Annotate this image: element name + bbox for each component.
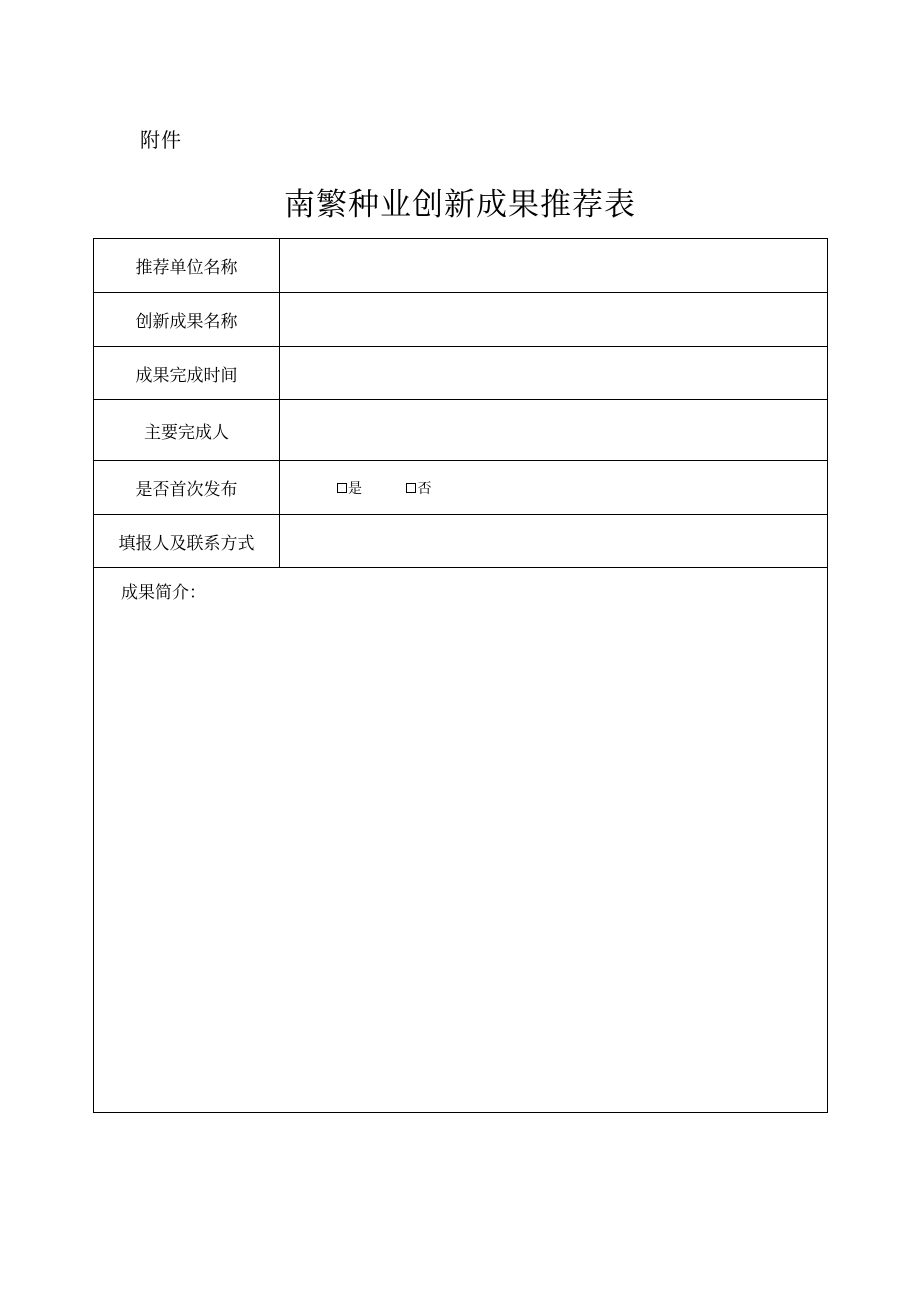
field-label-completion-time: 成果完成时间 <box>94 347 280 400</box>
form-row-first-release <box>94 461 828 515</box>
field-value-completion-time[interactable] <box>280 347 828 400</box>
option-no[interactable] <box>406 478 431 498</box>
field-value-contact[interactable] <box>280 515 828 568</box>
form-title: 南繁种业创新成果推荐表 <box>284 187 636 223</box>
checkbox-icon[interactable] <box>406 483 416 493</box>
form-row-achievement-name <box>94 293 828 347</box>
field-label-achievement-name: 创新成果名称 <box>94 293 280 347</box>
checkbox-icon[interactable] <box>337 483 347 493</box>
field-value-achievement-name[interactable] <box>280 293 828 347</box>
field-value-first-release <box>280 461 828 515</box>
field-label-contact: 填报人及联系方式 <box>94 515 280 568</box>
form-row-summary <box>94 568 828 1113</box>
form-row-completion-time <box>94 347 828 400</box>
form-row-recommending-unit <box>94 239 828 293</box>
field-label-main-contributors: 主要完成人 <box>94 400 280 461</box>
form-row-contact <box>94 515 828 568</box>
attachment-label: 附件 <box>140 128 182 152</box>
first-release-choice-group <box>280 478 827 498</box>
form-row-main-contributors <box>94 400 828 461</box>
option-yes-label: 是 <box>348 480 362 497</box>
field-summary[interactable] <box>94 568 828 1113</box>
field-label-first-release: 是否首次发布 <box>94 461 280 515</box>
recommendation-form-table <box>93 238 828 1113</box>
field-label-summary: 成果简介： <box>121 583 206 603</box>
option-no-label: 否 <box>417 480 432 497</box>
field-value-main-contributors[interactable] <box>280 400 828 461</box>
field-label-recommending-unit: 推荐单位名称 <box>94 239 280 293</box>
option-yes[interactable] <box>337 478 362 498</box>
field-value-recommending-unit[interactable] <box>280 239 828 293</box>
